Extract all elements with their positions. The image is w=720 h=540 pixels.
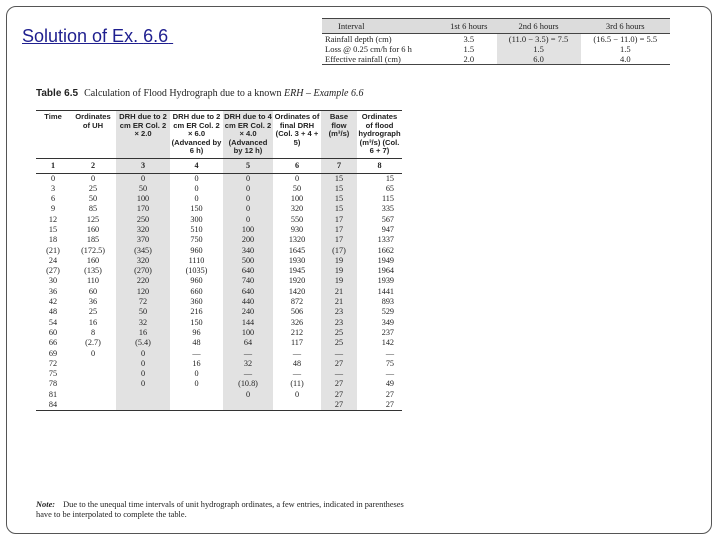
table-cell: 340 [223,246,273,256]
interval-cell: (11.0 − 3.5) = 7.5 [497,34,581,45]
table-row [36,338,402,348]
table-cell: 160 [86,255,100,265]
table-cell: 81 [48,389,58,399]
page-title-text: Solution of Ex. [22,26,139,46]
table-cell: 23 [321,318,357,328]
interval-row [322,44,670,54]
table-cell: 100 [223,225,273,235]
table-row [36,318,402,328]
column-number: 5 [223,158,273,173]
column-number: 7 [321,158,357,173]
column-header: DRH due to 2 cm ER Col. 2 × 6.0 (Advanced by 6 h) [170,111,223,159]
table-cell: 640 [223,266,273,276]
table-cell: (135) [84,266,102,276]
table-cell: 349 [381,317,394,327]
table-cell: 0 [294,389,300,399]
table-cell: 326 [290,317,304,327]
table-cell: 320 [116,225,170,235]
table-cell: 19 [321,266,357,276]
table-cell: 15 [321,204,357,214]
table-row [36,266,402,276]
table-cell: 237 [381,327,394,337]
table-row [36,369,402,379]
table-cell: 567 [381,214,394,224]
table-cell: 150 [190,204,203,214]
note-text: Due to the unequal time intervals of unit hydrograph ordinates, a few entries, indicated in parentheses have to be interpolated to complete the table. [36,500,404,519]
table-cell: 48 [292,358,302,368]
table-cell: 100 [223,328,273,338]
table-cell: 740 [223,276,273,286]
table-cell: 1920 [288,276,306,286]
table-cell: — [292,348,302,358]
interval-header: 1st 6 hours [441,19,496,34]
note-label: Note: [36,500,56,509]
table-cell: 440 [223,297,273,307]
table-cell: 27 [321,359,357,369]
table-cell: 0 [194,194,199,204]
table-row [36,349,402,359]
table-cell: 15 [321,173,357,184]
table-cell: 117 [291,338,303,348]
table-cell: — [192,348,201,358]
table-cell [170,390,223,400]
table-cell: 16 [192,358,201,368]
table-cell [70,379,116,389]
table-cell: 96 [192,327,201,337]
table-cell: 85 [88,204,98,214]
table-cell: 115 [382,194,394,204]
table-row [36,307,402,317]
table-cell: 360 [190,297,203,307]
column-number: 4 [170,158,223,173]
table-cell: 30 [48,276,58,286]
table-row [36,276,402,286]
table-cell: 78 [48,379,58,389]
table-cell: 960 [190,276,203,286]
table-cell: 893 [381,297,394,307]
table-cell: 6 [50,194,56,204]
column-number: 3 [116,158,170,173]
table-cell: 220 [116,276,170,286]
table-cell: 500 [223,256,273,266]
table-cell: 42 [48,297,58,307]
table-cell: 48 [48,307,58,317]
table-cell: 120 [116,287,170,297]
table-note [36,500,408,520]
interval-cell: Rainfall depth (cm) [325,34,392,44]
table-caption-italic: ERH – Example 6.6 [284,88,364,99]
table-cell: 960 [190,245,203,255]
page-title-number: 6.6 [143,26,169,46]
table-cell: 660 [190,286,203,296]
table-cell: 27 [357,400,402,411]
table-cell: 66 [48,338,58,348]
table-row [36,235,402,245]
table-cell: 72 [48,358,58,368]
column-number-row [36,158,402,173]
table-cell: 36 [48,286,58,296]
table-cell: 1337 [377,235,394,245]
table-row [36,379,402,389]
table-cell [70,390,116,400]
table-cell: 0 [116,359,170,369]
table-cell: 0 [223,215,273,225]
interval-row [322,54,670,65]
interval-cell: Loss @ 0.25 cm/h for 6 h [325,44,412,54]
table-cell: 18 [48,235,58,245]
column-header: Base flow (m³/s) [321,111,357,159]
table-cell: 216 [190,307,203,317]
table-cell [116,390,170,400]
table-cell: 27 [385,389,394,399]
table-cell: 15 [48,224,58,234]
table-cell [273,400,321,411]
table-row [36,256,402,266]
table-cell: 12 [48,214,58,224]
table-cell: 750 [190,235,203,245]
table-row [36,328,402,338]
column-number: 6 [273,158,321,173]
table-cell: 15 [321,194,357,204]
table-cell: 1939 [377,276,394,286]
table-cell: 320 [116,256,170,266]
column-header: Ordinates of final DRH (Col. 3 + 4 + 5) [273,111,321,159]
table-row [36,173,402,184]
table-cell: 75 [385,358,394,368]
table-cell: 1110 [188,255,205,265]
table-cell: 1420 [288,286,306,296]
table-cell: 529 [381,307,394,317]
table-cell: 21 [321,287,357,297]
table-cell: 24 [48,255,58,265]
table-cell: 0 [116,369,170,379]
table-cell: 0 [223,204,273,214]
table-cell: 300 [190,214,203,224]
table-cell: (11) [290,379,304,389]
table-cell: 60 [48,327,58,337]
column-header: Ordinates of UH [70,111,116,159]
page-title [22,26,173,47]
table-row [36,297,402,307]
table-cell: 170 [116,204,170,214]
table-cell: 49 [385,379,394,389]
table-cell: 84 [36,400,70,411]
table-cell: (172.5) [81,245,105,255]
table-cell: 212 [290,327,304,337]
table-cell [70,359,116,369]
table-cell: 640 [223,287,273,297]
table-cell: (345) [116,246,170,256]
table-cell: (1035) [185,266,208,276]
table-cell: 1441 [377,286,394,296]
table-cell: (17) [321,246,357,256]
table-cell: 0 [90,348,96,358]
table-row [36,215,402,225]
table-cell: 930 [290,224,304,234]
table-cell: 160 [86,224,100,234]
table-cell: 27 [321,400,357,411]
table-cell: 3 [50,183,56,193]
table-cell: — [223,349,273,359]
column-number: 2 [70,158,116,173]
table-cell: 506 [290,307,304,317]
column-header: DRH due to 2 cm ER Col. 2 × 2.0 [116,111,170,159]
table-cell: 32 [116,318,170,328]
table-cell: (21) [46,245,60,255]
table-cell: 0 [116,349,170,359]
table-cell: 320 [290,204,304,214]
table-cell: 370 [116,235,170,245]
table-cell: (10.8) [223,379,273,389]
hydrograph-table [36,110,402,411]
table-cell: 54 [48,317,58,327]
table-cell: 150 [190,317,203,327]
table-cell: 60 [88,286,98,296]
table-cell: 25 [321,328,357,338]
column-header: DRH due to 4 cm ER Col. 2 × 4.0 (Advanced by 12 h) [223,111,273,159]
table-cell: 25 [88,307,98,317]
table-cell: 0 [116,379,170,389]
table-cell: 17 [321,225,357,235]
table-cell: 36 [88,297,98,307]
table-cell: 1320 [288,235,306,245]
table-cell: (2.7) [85,338,101,348]
table-cell: — [385,348,394,358]
table-cell: 72 [116,297,170,307]
interval-table [322,18,670,65]
table-cell: (27) [46,266,60,276]
table-cell: 25 [321,338,357,348]
column-header: Time [36,111,70,159]
table-cell: 335 [381,204,394,214]
table-cell [70,369,116,379]
table-cell: 21 [321,297,357,307]
table-cell: 17 [321,215,357,225]
table-cell: 8 [90,327,96,337]
interval-cell: 1.5 [463,44,475,54]
table-cell: 1945 [288,266,306,276]
table-cell: 25 [88,183,98,193]
table-cell: 947 [381,224,394,234]
interval-cell: 1.5 [619,44,631,54]
table-cell: 0 [194,183,199,193]
table-cell: 240 [223,307,273,317]
table-cell: 0 [294,173,300,183]
table-cell: 1662 [377,245,394,255]
table-cell: 872 [290,297,304,307]
table-caption [36,88,363,99]
table-cell: 144 [223,318,273,328]
table-cell: 110 [87,276,99,286]
table-cell: 125 [86,214,100,224]
table-cell: — [292,369,302,379]
table-cell [70,400,116,411]
table-row [36,204,402,214]
table-cell: 0 [223,194,273,204]
table-cell: 50 [292,183,302,193]
table-cell: 0 [90,173,96,183]
table-cell: 64 [223,338,273,348]
hydrograph-body [36,173,402,411]
table-cell: 15 [385,173,394,183]
table-cell: (270) [116,266,170,276]
table-cell: — [223,369,273,379]
table-cell: 19 [321,256,357,266]
table-cell: 0 [223,390,273,400]
interval-cell: 4.0 [581,54,670,65]
table-cell: 50 [116,184,170,194]
table-cell: 32 [223,359,273,369]
table-cell: 1645 [288,245,306,255]
table-cell: 1964 [377,266,394,276]
table-cell: (5.4) [116,338,170,348]
table-cell: 0 [223,173,273,184]
table-cell: 185 [86,235,100,245]
table-cell: 23 [321,307,357,317]
table-cell: 200 [223,235,273,245]
interval-cell: 1.5 [497,44,581,54]
table-cell: 250 [116,215,170,225]
table-cell: 0 [194,369,199,379]
table-label: Table 6.5 [36,88,79,99]
interval-cell: 2.0 [441,54,496,65]
table-cell: 550 [290,214,304,224]
table-cell: 75 [48,369,58,379]
table-cell: 9 [50,204,56,214]
interval-header: 3rd 6 hours [581,19,670,34]
table-row [36,359,402,369]
column-header: Ordinates of flood hydrograph (m³/s) (Col. 6 + 7) [357,111,402,159]
table-cell: 1930 [288,255,306,265]
table-cell [116,400,170,411]
table-cell: 0 [194,173,199,183]
table-cell: 19 [321,276,357,286]
table-caption-text: Calculation of Flood Hydrograph due to a known [84,88,282,99]
column-number: 1 [36,158,70,173]
interval-header: Interval [322,19,441,34]
table-cell: 27 [321,379,357,389]
table-cell: 142 [381,338,394,348]
table-row [36,246,402,256]
interval-cell: 3.5 [463,34,475,44]
table-cell: 69 [48,348,58,358]
interval-cell: Effective rainfall (cm) [322,54,441,65]
table-cell: 0 [116,173,170,184]
interval-cell: 6.0 [497,54,581,65]
table-cell: 0 [194,379,199,389]
interval-cell: (16.5 − 11.0) = 5.5 [593,34,658,44]
table-cell: 65 [385,183,394,193]
interval-header: 2nd 6 hours [497,19,581,34]
table-row [36,287,402,297]
table-cell: — [321,369,357,379]
table-cell [223,400,273,411]
table-row [36,194,402,204]
table-cell: 510 [190,224,203,234]
table-cell: 100 [116,194,170,204]
table-cell: 50 [116,307,170,317]
table-cell: 100 [290,194,304,204]
table-cell: 0 [50,173,56,183]
table-cell: — [385,369,394,379]
interval-row [322,34,670,45]
table-cell: 48 [192,338,201,348]
table-cell: 16 [116,328,170,338]
table-cell [170,400,223,411]
table-cell: — [321,349,357,359]
table-cell: 50 [88,194,98,204]
column-number: 8 [357,158,402,173]
table-cell: 15 [321,184,357,194]
table-cell: 0 [223,184,273,194]
table-row [36,390,402,400]
table-cell: 17 [321,235,357,245]
table-cell: 16 [88,317,98,327]
table-row [36,400,402,411]
table-cell: 27 [321,390,357,400]
table-row [36,184,402,194]
table-cell: 1949 [377,255,394,265]
table-row [36,225,402,235]
